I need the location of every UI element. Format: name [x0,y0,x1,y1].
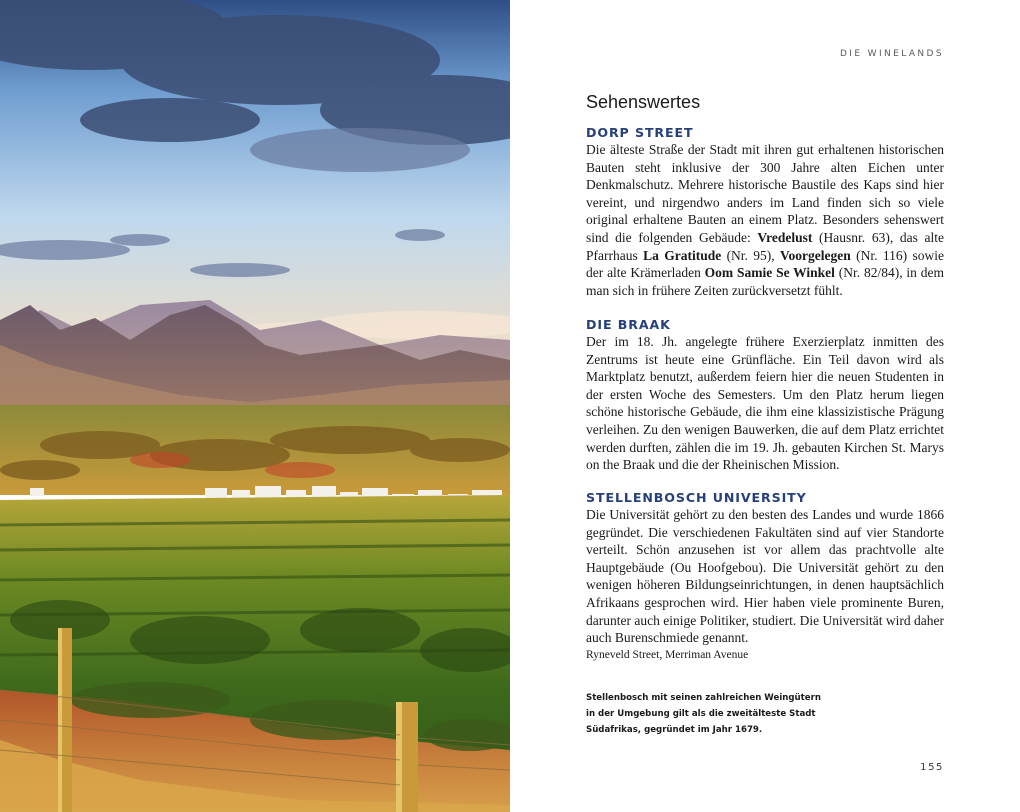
entry-body: Die älteste Straße der Stadt mit ihren gut erhaltenen historischen Bauten steht inklusive der 300 Jahre alten Eichen unter Denkmalschutz. Mehrere historische Baustile des Kaps sind hier vereint, und nirgendwo anders im Land finden sich so viele original erhaltene Bauten an einem Platz. Besonders sehenswert sind die folgenden Gebäude: Vredelust (Hausnr. 63), das alte Pfarrhaus La Gratitude (Nr. 95), Voorgelegen (Nr. 116) sowie der alte Krämerladen Oom Samie Se Winkel (Nr. 82/84), in dem man sich in frühere Zeiten zurückversetzt fühlt. [586,142,945,298]
running-head: DIE WINELANDS [839,49,944,59]
entry-address: Ryneveld Street, Merriman Avenue [586,648,749,661]
bold-term: Voorgelegen [780,247,851,263]
bold-term: La Gratitude [643,247,722,263]
entry-stellenbosch-university [586,490,944,661]
entry-die-braak [586,317,944,474]
page-number: 155 [920,762,944,773]
text-page [510,0,1020,812]
entry-heading: DORP STREET [586,125,694,140]
entry-heading: DIE BRAAK [586,317,671,332]
section-title: Sehenswertes [586,92,701,112]
entry-body: Die Universität gehört zu den besten des Landes und wurde 1866 gegründet. Die verschiedenen Fakultäten sind auf vier Standorte verteilt. Schön anzusehen ist vor allem das prachtvolle alte Hauptgebäude (Ou Hoofgebou). Die Universität gehört zu den wenigen höheren Bildungseinrichtungen, in denen hauptsächlich Afrikaans gesprochen wird. Hier haben viele prominente Buren, darunter auch einige Politiker, studiert. Die Universität wird daher auch Burenschmiede genannt. [586,507,944,646]
entry-dorp-street [586,125,944,299]
entry-body: Der im 18. Jh. angelegte frühere Exerzierplatz inmitten des Zentrums ist heute eine Grünfläche. Ein Teil davon wird als Marktplatz benutzt, außerdem feiern hier die neuen Studenten in der ersten Woche des Semesters. Um den Platz herum liegen schöne historische Gebäude, die ihm eine klassizistische Prägung verleihen. Zu den wenigen Bauwerken, die auf dem Platz errichtet werden durften, zählen die im 19. Jh. gebauten Kirchen St. Marys on the Braak und die der Rheinischen Mission. [586,334,944,473]
bold-term: Vredelust [757,229,813,245]
entry-heading: STELLENBOSCH UNIVERSITY [586,490,807,505]
bold-term: Oom Samie Se Winkel [704,265,835,281]
photo-caption: Stellenbosch mit seinen zahlreichen Weingütern in der Umgebung gilt als die zweitälteste Stadt Südafrikas, gegründet im Jahr 1679. [586,693,821,735]
